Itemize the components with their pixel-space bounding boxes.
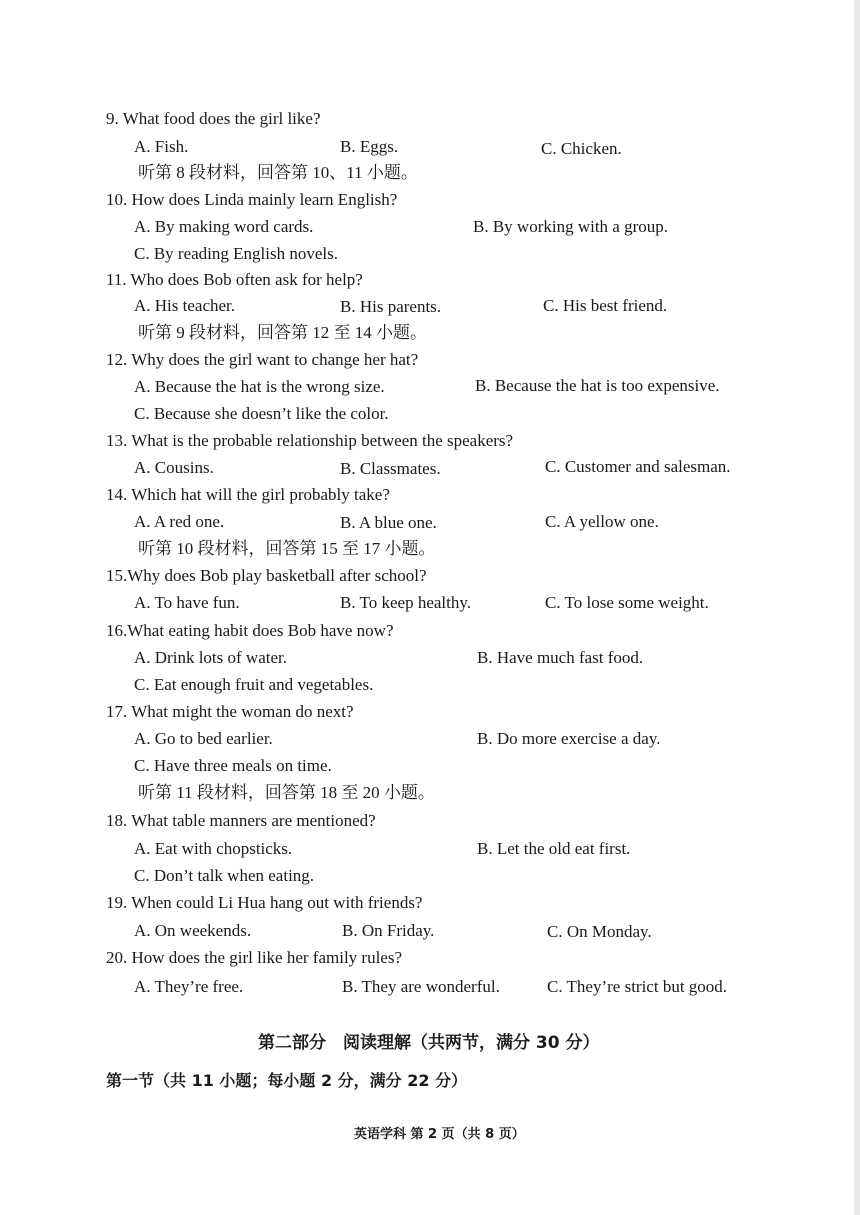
option-b: B. By working with a group. xyxy=(473,217,669,236)
option-b: B. Have much fast food. xyxy=(477,648,644,667)
option-c: C. Chicken. xyxy=(541,139,622,158)
option-b: B. On Friday. xyxy=(342,921,435,940)
section-one-title: 第一节（共 11 小题；每小题 2 分，满分 22 分） xyxy=(106,1071,468,1090)
option-c: C. On Monday. xyxy=(547,922,652,941)
option-c: C. Because she doesn’t like the color. xyxy=(134,404,389,423)
option-c: C. Don’t talk when eating. xyxy=(134,866,315,885)
listening-instruction: 听第 10 段材料，回答第 15 至 17 小题。 xyxy=(138,539,436,558)
option-b: B. His parents. xyxy=(340,297,442,316)
option-a: A. A red one. xyxy=(134,512,225,531)
question-stem: 13. What is the probable relationship between the speakers? xyxy=(106,431,514,450)
option-a: A. Drink lots of water. xyxy=(134,648,287,667)
option-a: A. Because the hat is the wrong size. xyxy=(134,377,385,396)
part-two-title: 第二部分 阅读理解（共两节，满分 30 分） xyxy=(258,1033,600,1053)
option-c: C. To lose some weight. xyxy=(545,593,709,612)
option-a: A. They’re free. xyxy=(134,977,244,996)
option-b: B. Do more exercise a day. xyxy=(477,729,661,748)
listening-instruction: 听第 8 段材料，回答第 10、11 小题。 xyxy=(138,163,418,182)
question-stem: 16.What eating habit does Bob have now? xyxy=(106,621,394,640)
option-c: C. By reading English novels. xyxy=(134,244,338,263)
option-a: A. By making word cards. xyxy=(134,217,314,236)
option-c: C. Customer and salesman. xyxy=(545,457,731,476)
question-stem: 17. What might the woman do next? xyxy=(106,702,354,721)
option-a: A. Eat with chopsticks. xyxy=(134,839,293,858)
option-a: A. To have fun. xyxy=(134,593,240,612)
question-stem: 10. How does Linda mainly learn English? xyxy=(106,190,398,209)
question-stem: 12. Why does the girl want to change her hat? xyxy=(106,350,419,369)
option-b: B. Eggs. xyxy=(340,137,399,156)
question-stem: 11. Who does Bob often ask for help? xyxy=(106,270,363,289)
option-a: A. Cousins. xyxy=(134,458,214,477)
option-a: A. Go to bed earlier. xyxy=(134,729,273,748)
option-c: C. A yellow one. xyxy=(545,512,659,531)
question-stem: 20. How does the girl like her family rules? xyxy=(106,948,403,967)
listening-instruction: 听第 11 段材料，回答第 18 至 20 小题。 xyxy=(138,783,435,802)
question-stem: 15.Why does Bob play basketball after school? xyxy=(106,566,427,585)
option-b: B. They are wonderful. xyxy=(342,977,500,996)
option-b: B. Because the hat is too expensive. xyxy=(475,376,720,395)
question-stem: 9. What food does the girl like? xyxy=(106,109,321,128)
question-stem: 19. When could Li Hua hang out with friends? xyxy=(106,893,423,912)
option-c: C. Eat enough fruit and vegetables. xyxy=(134,675,374,694)
option-c: C. They’re strict but good. xyxy=(547,977,728,996)
page-footer: 英语学科 第 2 页（共 8 页） xyxy=(354,1127,525,1142)
option-a: A. Fish. xyxy=(134,137,189,156)
option-c: C. Have three meals on time. xyxy=(134,756,332,775)
option-b: B. To keep healthy. xyxy=(340,593,472,612)
scan-edge xyxy=(854,0,860,1215)
option-a: A. On weekends. xyxy=(134,921,252,940)
option-b: B. Let the old eat first. xyxy=(477,839,631,858)
listening-instruction: 听第 9 段材料，回答第 12 至 14 小题。 xyxy=(138,323,427,342)
option-b: B. Classmates. xyxy=(340,459,441,478)
question-stem: 18. What table manners are mentioned? xyxy=(106,811,376,830)
option-a: A. His teacher. xyxy=(134,296,236,315)
question-stem: 14. Which hat will the girl probably take? xyxy=(106,485,390,504)
option-c: C. His best friend. xyxy=(543,296,668,315)
option-b: B. A blue one. xyxy=(340,513,437,532)
